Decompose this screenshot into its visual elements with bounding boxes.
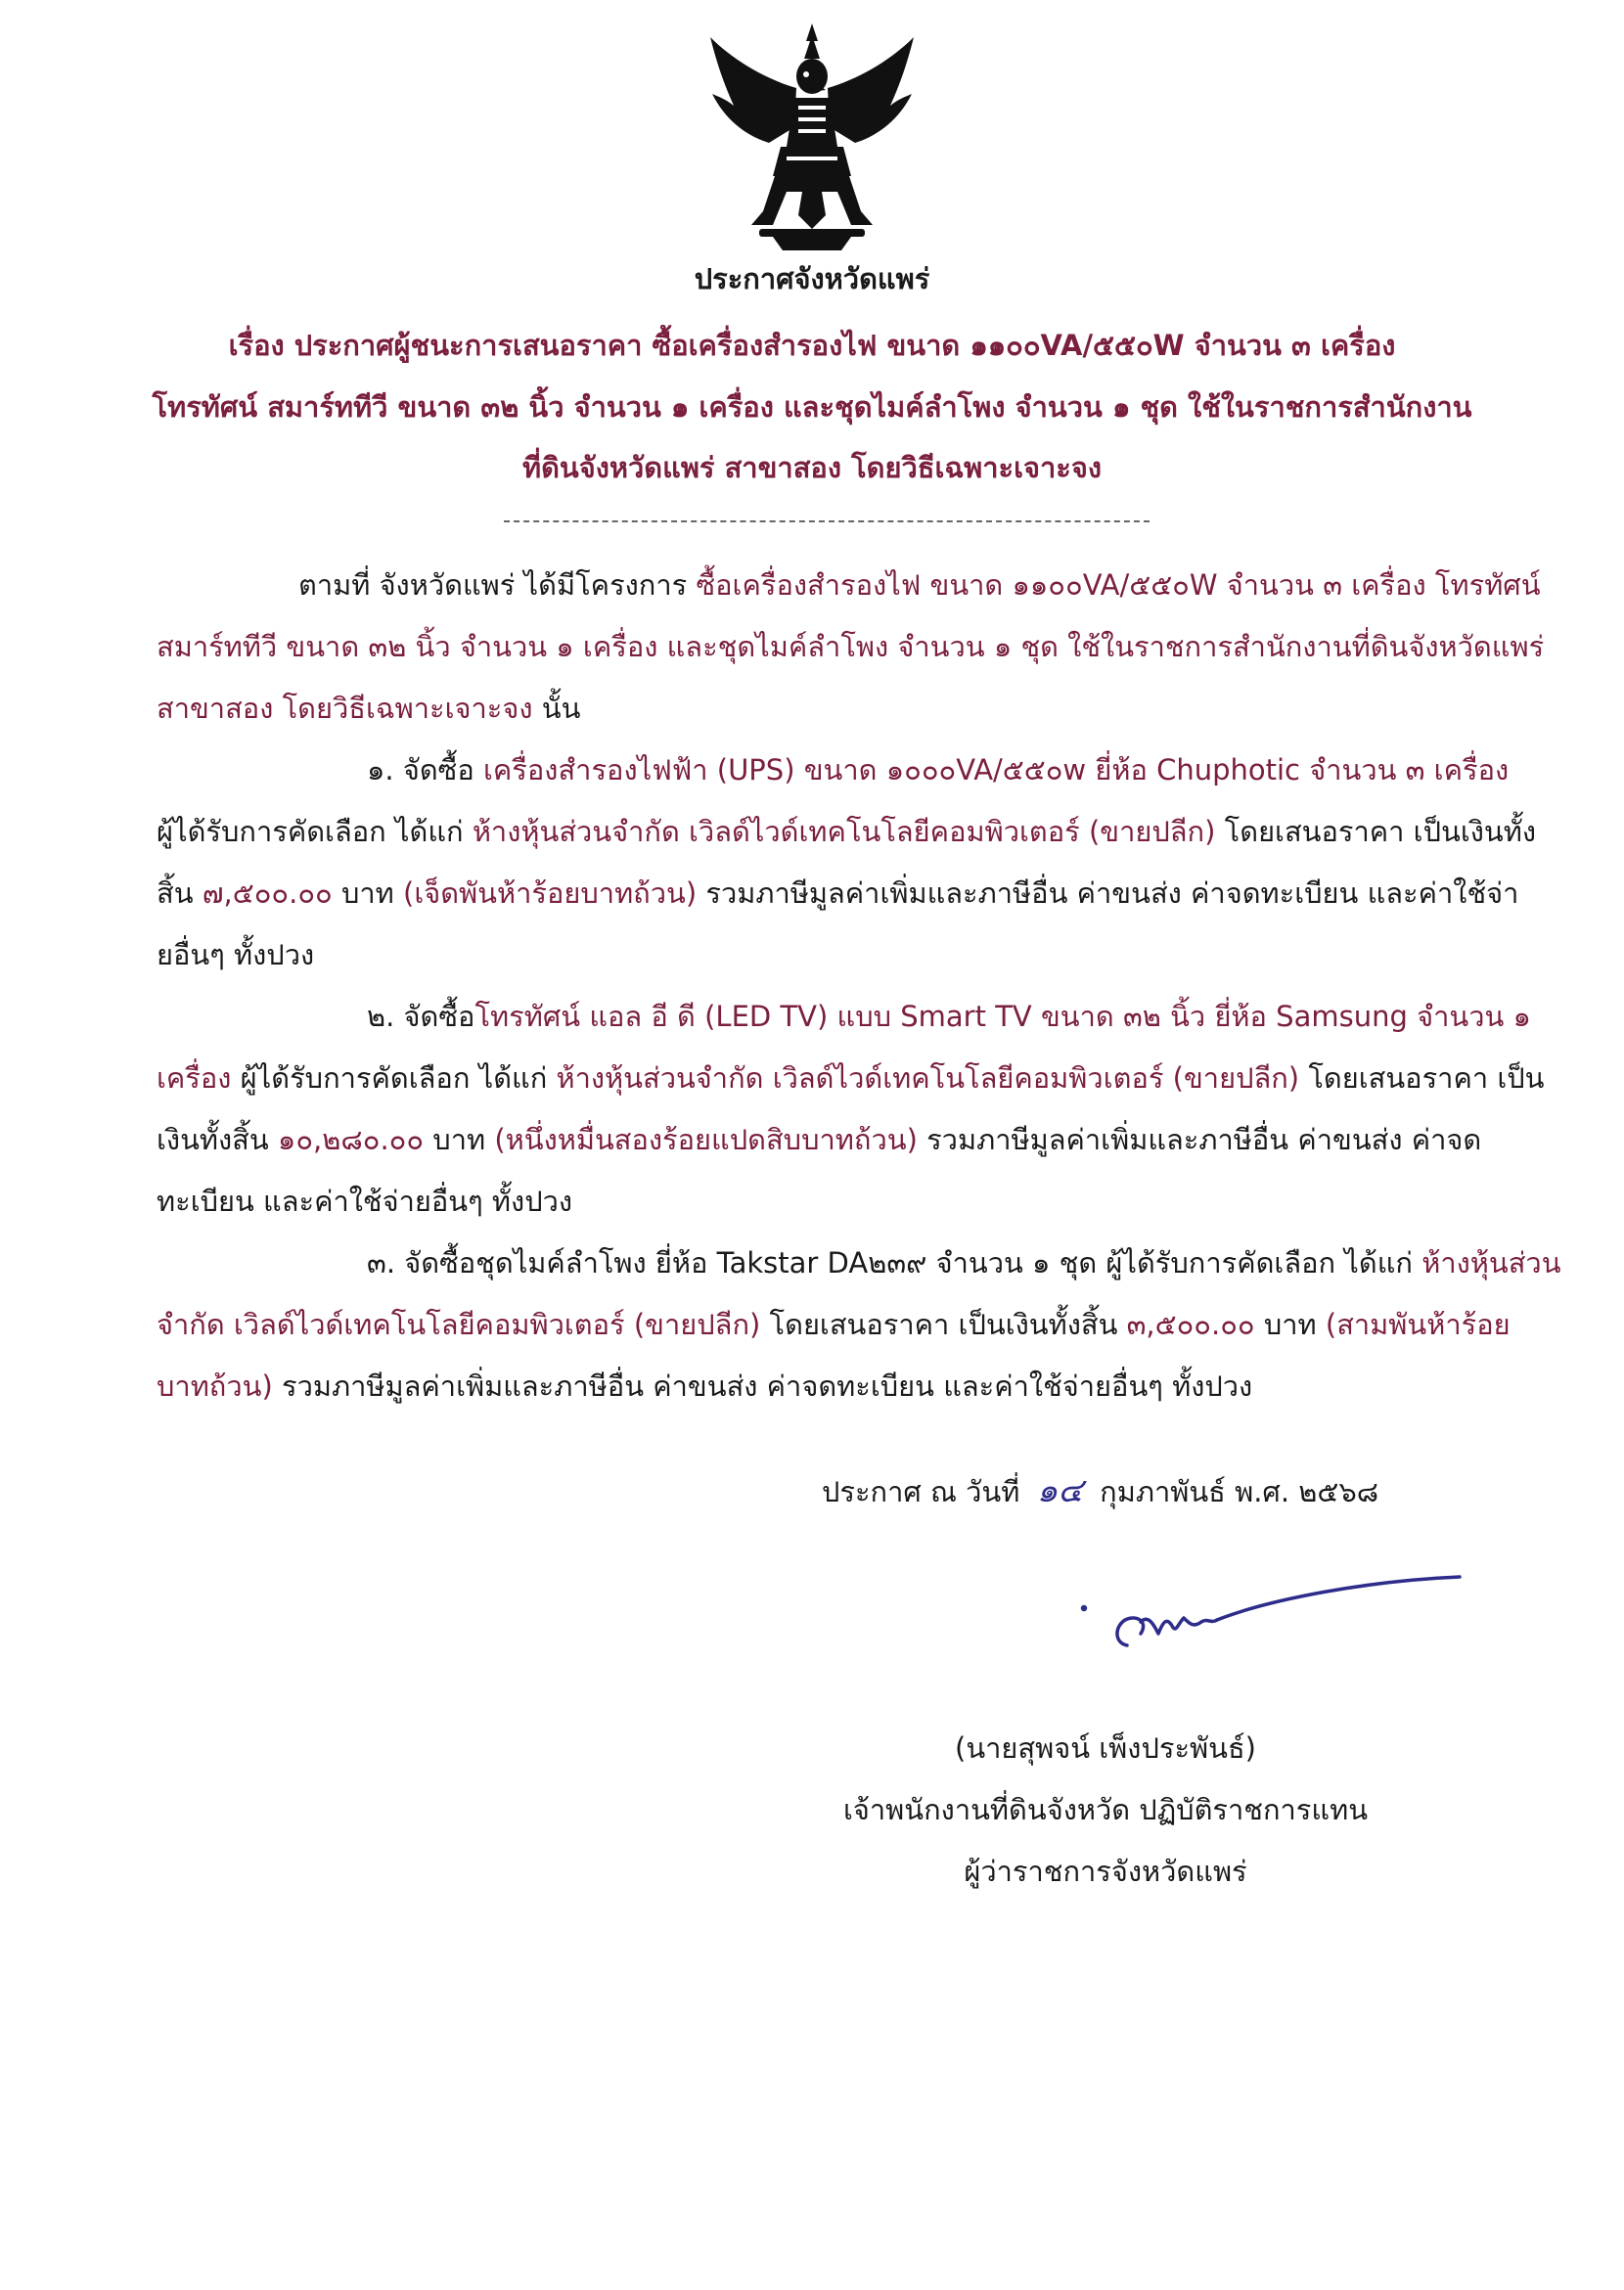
item2-number: ๒. จัดซื้อ [367, 1000, 475, 1033]
signatory-name: (นายสุพจน์ เพ็งประพันธ์) [955, 1731, 1256, 1765]
item1-amount-words: (เจ็ดพันห้าร้อยบาทถ้วน) [403, 876, 698, 910]
item2-text: รวมภาษีมูลค่าเพิ่มและภาษีอื่น ค่าขนส่ง ค่าจด [917, 1123, 1482, 1156]
item2-text: เงินทั้งสิ้น [157, 1123, 278, 1156]
item2-amount-words: (หนึ่งหมื่นสองร้อยแปดสิบบาทถ้วน) [494, 1123, 918, 1156]
item3-text: โดยเสนอราคา เป็นเงินทั้งสิ้น [760, 1308, 1127, 1341]
item1-line-1 [367, 747, 1509, 792]
item2-line-1 [367, 994, 1531, 1039]
item2-amount: ๑๐,๒๘๐.๐๐ [277, 1123, 425, 1156]
item3-line-2 [157, 1302, 1511, 1347]
item1-product: เครื่องสำรองไฟฟ้า (UPS) ขนาด ๑๐๐๐VA/๕๕๐w ยี่ห้อ Chuphotic จำนวน ๓ เครื่อง [483, 753, 1510, 786]
item1-text: รวมภาษีมูลค่าเพิ่มและภาษีอื่น ค่าขนส่ง ค่าจดทะเบียน และค่าใช้จ่า [697, 876, 1519, 910]
intro-line-2: สมาร์ททีวี ขนาด ๓๒ นิ้ว จำนวน ๑ เครื่อง และชุดไมค์ลำโพง จำนวน ๑ ชุด ใช้ในราชการสำนักงานที่ดินจังหวัดแพร่ [157, 630, 1545, 663]
date-day: ๑๔ [1036, 1471, 1083, 1510]
item2-text: ผู้ได้รับการคัดเลือก ได้แก่ [231, 1061, 557, 1095]
item1-vendor: ห้างหุ้นส่วนจำกัด เวิลด์ไวด์เทคโนโลยีคอมพิวเตอร์ (ขายปลีก) [472, 815, 1216, 848]
intro-line-3 [157, 686, 580, 731]
item1-number: ๑. จัดซื้อ [367, 753, 483, 786]
item1-text: สิ้น [157, 876, 203, 910]
item1-text: บาท [332, 876, 403, 910]
item1-text: ผู้ได้รับการคัดเลือก ได้แก่ [157, 815, 473, 848]
item3-line-1 [367, 1240, 1561, 1285]
intro-text: ตามที่ จังหวัดแพร่ ได้มีโครงการ [298, 568, 697, 602]
item3-vendor: จำกัด เวิลด์ไวด์เทคโนโลยีคอมพิวเตอร์ (ขายปลีก) [157, 1308, 761, 1341]
item3-text: บาท [1254, 1308, 1326, 1341]
signatory-office: ผู้ว่าราชการจังหวัดแพร่ [964, 1855, 1247, 1888]
item3-text: รวมภาษีมูลค่าเพิ่มและภาษีอื่น ค่าขนส่ง ค่าจดทะเบียน และค่าใช้จ่ายอื่นๆ ทั้งปวง [272, 1370, 1253, 1403]
item1-text: โดยเสนอราคา เป็นเงินทั้ง [1215, 815, 1536, 848]
announcement-title: ประกาศจังหวัดแพร่ [694, 262, 930, 295]
item2-text: บาท [424, 1123, 495, 1156]
item2-text: โดยเสนอราคา เป็น [1299, 1061, 1545, 1095]
intro-end: นั้น [532, 692, 581, 725]
project-name: ซื้อเครื่องสำรองไฟ ขนาด ๑๑๐๐VA/๕๕๐W จำนวน ๓ เครื่อง โทรทัศน์ [696, 568, 1541, 602]
project-branch: สาขาสอง โดยวิธีเฉพาะเจาะจง [157, 692, 533, 725]
announcement-date [822, 1463, 1378, 1516]
item2-product: โทรทัศน์ แอล อี ดี (LED TV) แบบ Smart TV ขนาด ๓๒ นิ้ว ยี่ห้อ Samsung จำนวน ๑ [474, 1000, 1531, 1033]
subject-line-1: เรื่อง ประกาศผู้ชนะการเสนอราคา ซื้อเครื่องสำรองไฟ ขนาด ๑๑๐๐VA/๕๕๐W จำนวน ๓ เครื่อง [228, 329, 1396, 362]
item1-line-3 [157, 871, 1518, 916]
item2-line-3 [157, 1117, 1481, 1162]
item1-line-2 [157, 809, 1536, 854]
date-month-year: กุมภาพันธ์ พ.ศ. ๒๕๖๘ [1100, 1475, 1379, 1508]
date-prefix: ประกาศ ณ วันที่ [822, 1475, 1020, 1508]
item1-amount: ๗,๕๐๐.๐๐ [202, 876, 333, 910]
handwritten-signature [1076, 1565, 1467, 1683]
item2-vendor: ห้างหุ้นส่วนจำกัด เวิลด์ไวด์เทคโนโลยีคอมพิวเตอร์ (ขายปลีก) [556, 1061, 1300, 1095]
subject-line-2: โทรทัศน์ สมาร์ททีวี ขนาด ๓๒ นิ้ว จำนวน ๑ เครื่อง และชุดไมค์ลำโพง จำนวน ๑ ชุด ใช้ในราชการสำนักงาน [152, 390, 1472, 424]
header-divider [504, 520, 1150, 522]
garuda-emblem-icon [704, 20, 920, 254]
item3-amount: ๓,๕๐๐.๐๐ [1126, 1308, 1255, 1341]
item3-text: ๓. จัดซื้อชุดไมค์ลำโพง ยี่ห้อ Takstar DA๒๓๙ จำนวน ๑ ชุด ผู้ได้รับการคัดเลือก ได้แก่ [367, 1246, 1422, 1280]
signatory-position: เจ้าพนักงานที่ดินจังหวัด ปฏิบัติราชการแทน [842, 1793, 1369, 1826]
subject-line-3: ที่ดินจังหวัดแพร่ สาขาสอง โดยวิธีเฉพาะเจาะจง [521, 451, 1103, 484]
intro-line-1 [298, 562, 1541, 607]
item2-product-unit: เครื่อง [157, 1061, 232, 1095]
item2-line-2 [157, 1055, 1545, 1100]
item3-amount-words: (สามพันห้าร้อย [1325, 1308, 1511, 1341]
item3-line-3 [157, 1364, 1252, 1409]
item1-line-4: ยอื่นๆ ทั้งปวง [157, 938, 315, 971]
item3-vendor-start: ห้างหุ้นส่วน [1421, 1246, 1561, 1280]
item3-amount-words-end: บาทถ้วน) [157, 1370, 273, 1403]
item2-line-4: ทะเบียน และค่าใช้จ่ายอื่นๆ ทั้งปวง [157, 1185, 573, 1218]
